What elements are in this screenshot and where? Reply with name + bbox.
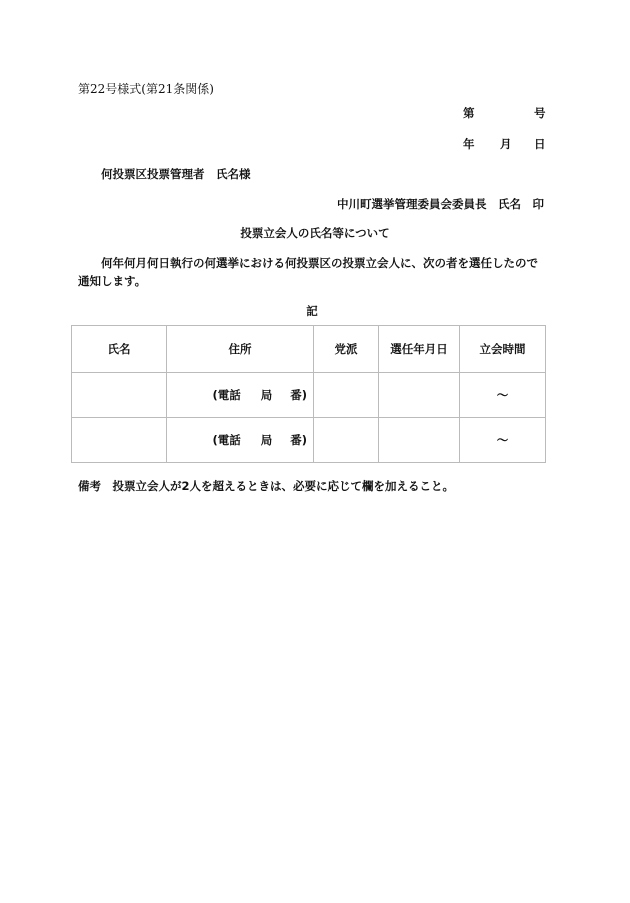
ki-label: 記 <box>306 304 318 318</box>
cell-attendance-time: ～ <box>460 418 546 463</box>
cell-attendance-time: ～ <box>460 373 546 418</box>
doc-number-dai: 第 <box>463 106 475 120</box>
document-title: 投票立会人の氏名等について <box>240 226 390 240</box>
cell-appointment-date <box>379 373 460 418</box>
form-number: 第22号様式(第21条関係) <box>78 82 214 96</box>
date-month: 月 <box>500 137 512 151</box>
table-header-row <box>72 326 546 373</box>
telephone-label <box>212 433 307 447</box>
cell-name <box>72 373 167 418</box>
cell-appointment-date <box>379 418 460 463</box>
body-text-line-1: 何年何月何日執行の何選挙における何投票区の投票立会人に、次の者を選任したので <box>101 256 538 270</box>
table-row <box>72 418 546 463</box>
remarks-note: 備考 投票立会人が2人を超えるときは、必要に応じて欄を加えること。 <box>78 479 454 493</box>
addressee: 何投票区投票管理者 氏名様 <box>101 167 251 181</box>
cell-address <box>167 418 314 463</box>
body-text-line-2: 通知します。 <box>78 274 147 288</box>
cell-party <box>314 373 379 418</box>
cell-name <box>72 418 167 463</box>
tel-kyoku: 局 <box>260 433 273 447</box>
tel-ban: 番) <box>290 388 307 402</box>
date-year: 年 <box>463 137 475 151</box>
date-day: 日 <box>534 137 546 151</box>
header-attendance-time: 立会時間 <box>460 326 546 373</box>
cell-address <box>167 373 314 418</box>
doc-number-go: 号 <box>534 106 546 120</box>
sender: 中川町選挙管理委員会委員長 氏名 印 <box>337 197 544 211</box>
header-appointment-date: 選任年月日 <box>379 326 460 373</box>
tel-open: (電話 <box>212 388 241 402</box>
header-name: 氏名 <box>72 326 167 373</box>
cell-party <box>314 418 379 463</box>
tel-open: (電話 <box>212 433 241 447</box>
table-row <box>72 373 546 418</box>
tel-kyoku: 局 <box>260 388 273 402</box>
header-party: 党派 <box>314 326 379 373</box>
header-address: 住所 <box>167 326 314 373</box>
appointee-table <box>71 325 546 463</box>
telephone-label <box>212 388 307 402</box>
tel-ban: 番) <box>290 433 307 447</box>
